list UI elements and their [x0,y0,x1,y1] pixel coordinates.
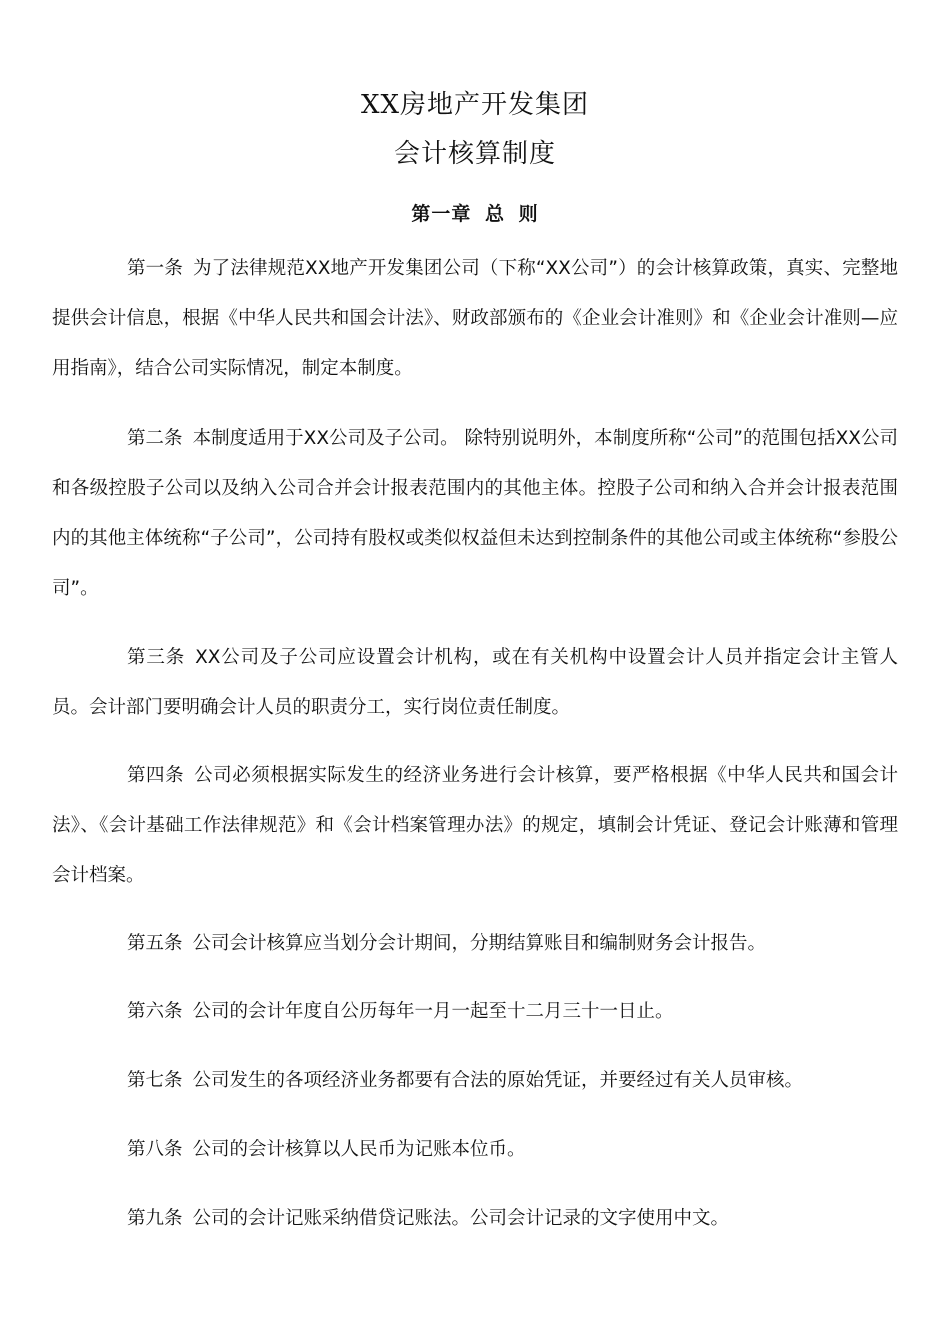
article-8 [52,1125,898,1175]
chapter-heading: 第一章 总 则 [411,203,539,225]
article-3 [52,633,898,733]
article-label: 第七条 [127,1070,183,1091]
article-text: XX公司及子公司应设置会计机构，或在有关机构中设置会计人员并指定会计主管人员。会计部门要明确会计人员的职责分工，实行岗位责任制度。 [52,647,898,718]
article-label: 第三条 [127,647,186,668]
article-text: 公司发生的各项经济业务都要有合法的原始凭证，并要经过有关人员审核。 [192,1070,804,1091]
article-label: 第一条 [127,258,184,279]
article-9 [52,1194,898,1244]
article-text: 公司会计核算应当划分会计期间，分期结算账目和编制财务会计报告。 [192,933,767,954]
article-1 [52,244,898,394]
article-label: 第八条 [127,1139,183,1160]
article-4 [52,751,898,901]
article-text: 为了法律规范XX地产开发集团公司（下称“XX公司”）的会计核算政策，真实、完整地提供会计信息，根据《中华人民共和国会计法》、财政部颁布的《企业会计准则》和《企业会计准则—应用指南》，结合公司实际情况，制定本制度。 [52,258,898,379]
article-label: 第四条 [127,765,185,786]
document-subtitle: 会计核算制度 [393,139,556,169]
article-text: 公司的会计核算以人民币为记账本位币。 [192,1139,526,1160]
article-2 [52,414,898,614]
article-text: 公司的会计年度自公历每年一月一起至十二月三十一日止。 [192,1001,674,1022]
article-text: 本制度适用于XX公司及子公司。 除特别说明外，本制度所称“公司”的范围包括XX公司和各级控股子公司以及纳入公司合并会计报表范围内的其他主体。控股子公司和纳入合并会计报表范围内的其他主体统称“子公司”，公司持有股权或类似权益但未达到控制条件的其他公司或主体统称“参股公司”。 [52,428,898,599]
article-5 [52,919,898,969]
article-text: 公司必须根据实际发生的经济业务进行会计核算，要严格根据《中华人民共和国会计法》、《会计基础工作法律规范》和《会计档案管理办法》的规定，填制会计凭证、登记会计账薄和管理会计档案。 [52,765,898,886]
document-title: XX房地产开发集团 [360,90,590,120]
article-label: 第五条 [127,933,183,954]
article-6 [52,987,898,1037]
article-label: 第二条 [127,428,183,449]
article-7 [52,1056,898,1106]
article-label: 第六条 [127,1001,183,1022]
article-text: 公司的会计记账采纳借贷记账法。公司会计记录的文字使用中文。 [192,1208,730,1229]
article-label: 第九条 [127,1208,183,1229]
